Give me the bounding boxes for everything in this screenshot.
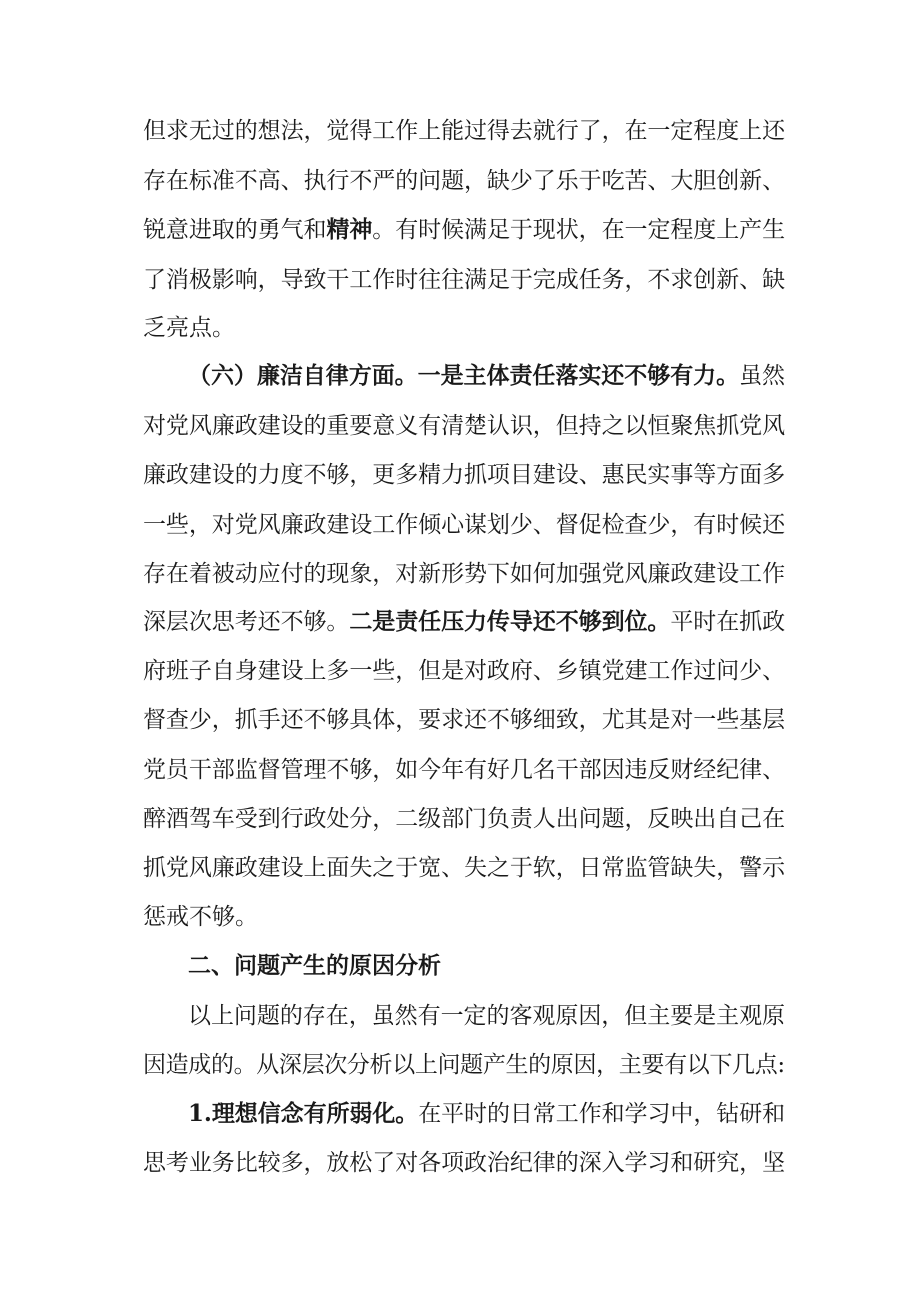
bold-text-run: 二、问题产生的原因分析 — [188, 952, 441, 979]
section-heading — [188, 951, 441, 981]
paragraph-line — [143, 215, 785, 245]
text-run: 惩戒不够。 — [143, 904, 258, 930]
text-run: 。有时候满足于现状，在一定程度上产生 — [372, 217, 786, 243]
text-run: 府班子自身建设上多一些，但是对政府、乡镇党建工作过问少、 — [143, 658, 786, 684]
text-run: 以上问题的存在，虽然有一定的客观原因，但主要是主观原 — [188, 1003, 786, 1029]
paragraph-line — [143, 559, 785, 589]
paragraph-line — [143, 313, 235, 343]
text-run: 深层次思考还不够。 — [143, 609, 350, 635]
text-run: 对党风廉政建设的重要意义有清楚认识，但持之以恒聚焦抓党风 — [143, 413, 786, 439]
text-run: 督查少，抓手还不够具体，要求还不够细致，尤其是对一些基层 — [143, 707, 786, 733]
paragraph-line — [143, 411, 785, 441]
text-run: 廉政建设的力度不够，更多精力抓项目建设、惠民实事等方面多 — [143, 462, 786, 488]
text-run: 醉酒驾车受到行政处分，二级部门负责人出问题，反映出自己在 — [143, 806, 786, 832]
text-run: 思考业务比较多，放松了对各项政治纪律的深入学习和研究，坚 — [143, 1150, 786, 1176]
paragraph-line — [143, 705, 785, 735]
paragraph-line — [188, 1001, 785, 1031]
paragraph-line — [143, 902, 258, 932]
paragraph-line — [143, 166, 785, 196]
paragraph-line — [143, 116, 785, 146]
text-run: 平时在抓政 — [670, 609, 786, 635]
text-run: 但求无过的想法，觉得工作上能过得去就行了，在一定程度上还 — [143, 118, 786, 144]
paragraph-line — [143, 1148, 785, 1178]
text-run: 虽然 — [739, 363, 786, 389]
bold-text-run: 1.理想信念有所弱化。 — [188, 1100, 419, 1127]
text-run: 存在标准不高、执行不严的问题，缺少了乐于吃苦、大胆创新、 — [143, 168, 786, 194]
bold-text-run: 二是责任压力传导还不够到位。 — [349, 608, 671, 635]
bold-text-run: （六）廉洁自律方面。一是主体责任落实还不够有力。 — [188, 362, 740, 389]
bold-text-run: 精神 — [326, 216, 373, 243]
section-heading-line — [188, 361, 785, 391]
paragraph-line — [143, 804, 785, 834]
numbered-item-line — [188, 1099, 785, 1129]
paragraph-line — [143, 1050, 785, 1080]
text-run: 党员干部监督管理不够，如今年有好几名干部因违反财经纪律、 — [143, 757, 786, 783]
paragraph-line — [143, 607, 785, 637]
text-run: 因造成的。从深层次分析以上问题产生的原因，主要有以下几点: — [143, 1052, 785, 1078]
paragraph-line — [143, 460, 785, 490]
paragraph-line — [143, 853, 785, 883]
text-run: 乏亮点。 — [143, 315, 235, 341]
text-run: 存在着被动应付的现象，对新形势下如何加强党风廉政建设工作 — [143, 561, 786, 587]
text-run: 一些，对党风廉政建设工作倾心谋划少、督促检查少，有时候还 — [143, 512, 786, 538]
text-run: 抓党风廉政建设上面失之于宽、失之于软，日常监管缺失，警示 — [143, 855, 786, 881]
text-run: 锐意进取的勇气和 — [143, 217, 327, 243]
paragraph-line — [143, 265, 785, 295]
text-run: 了消极影响，导致干工作时往往满足于完成任务，不求创新、缺 — [143, 267, 786, 293]
paragraph-line — [143, 755, 785, 785]
text-run: 在平时的日常工作和学习中，钻研和 — [418, 1101, 786, 1127]
paragraph-line — [143, 510, 785, 540]
paragraph-line — [143, 656, 785, 686]
